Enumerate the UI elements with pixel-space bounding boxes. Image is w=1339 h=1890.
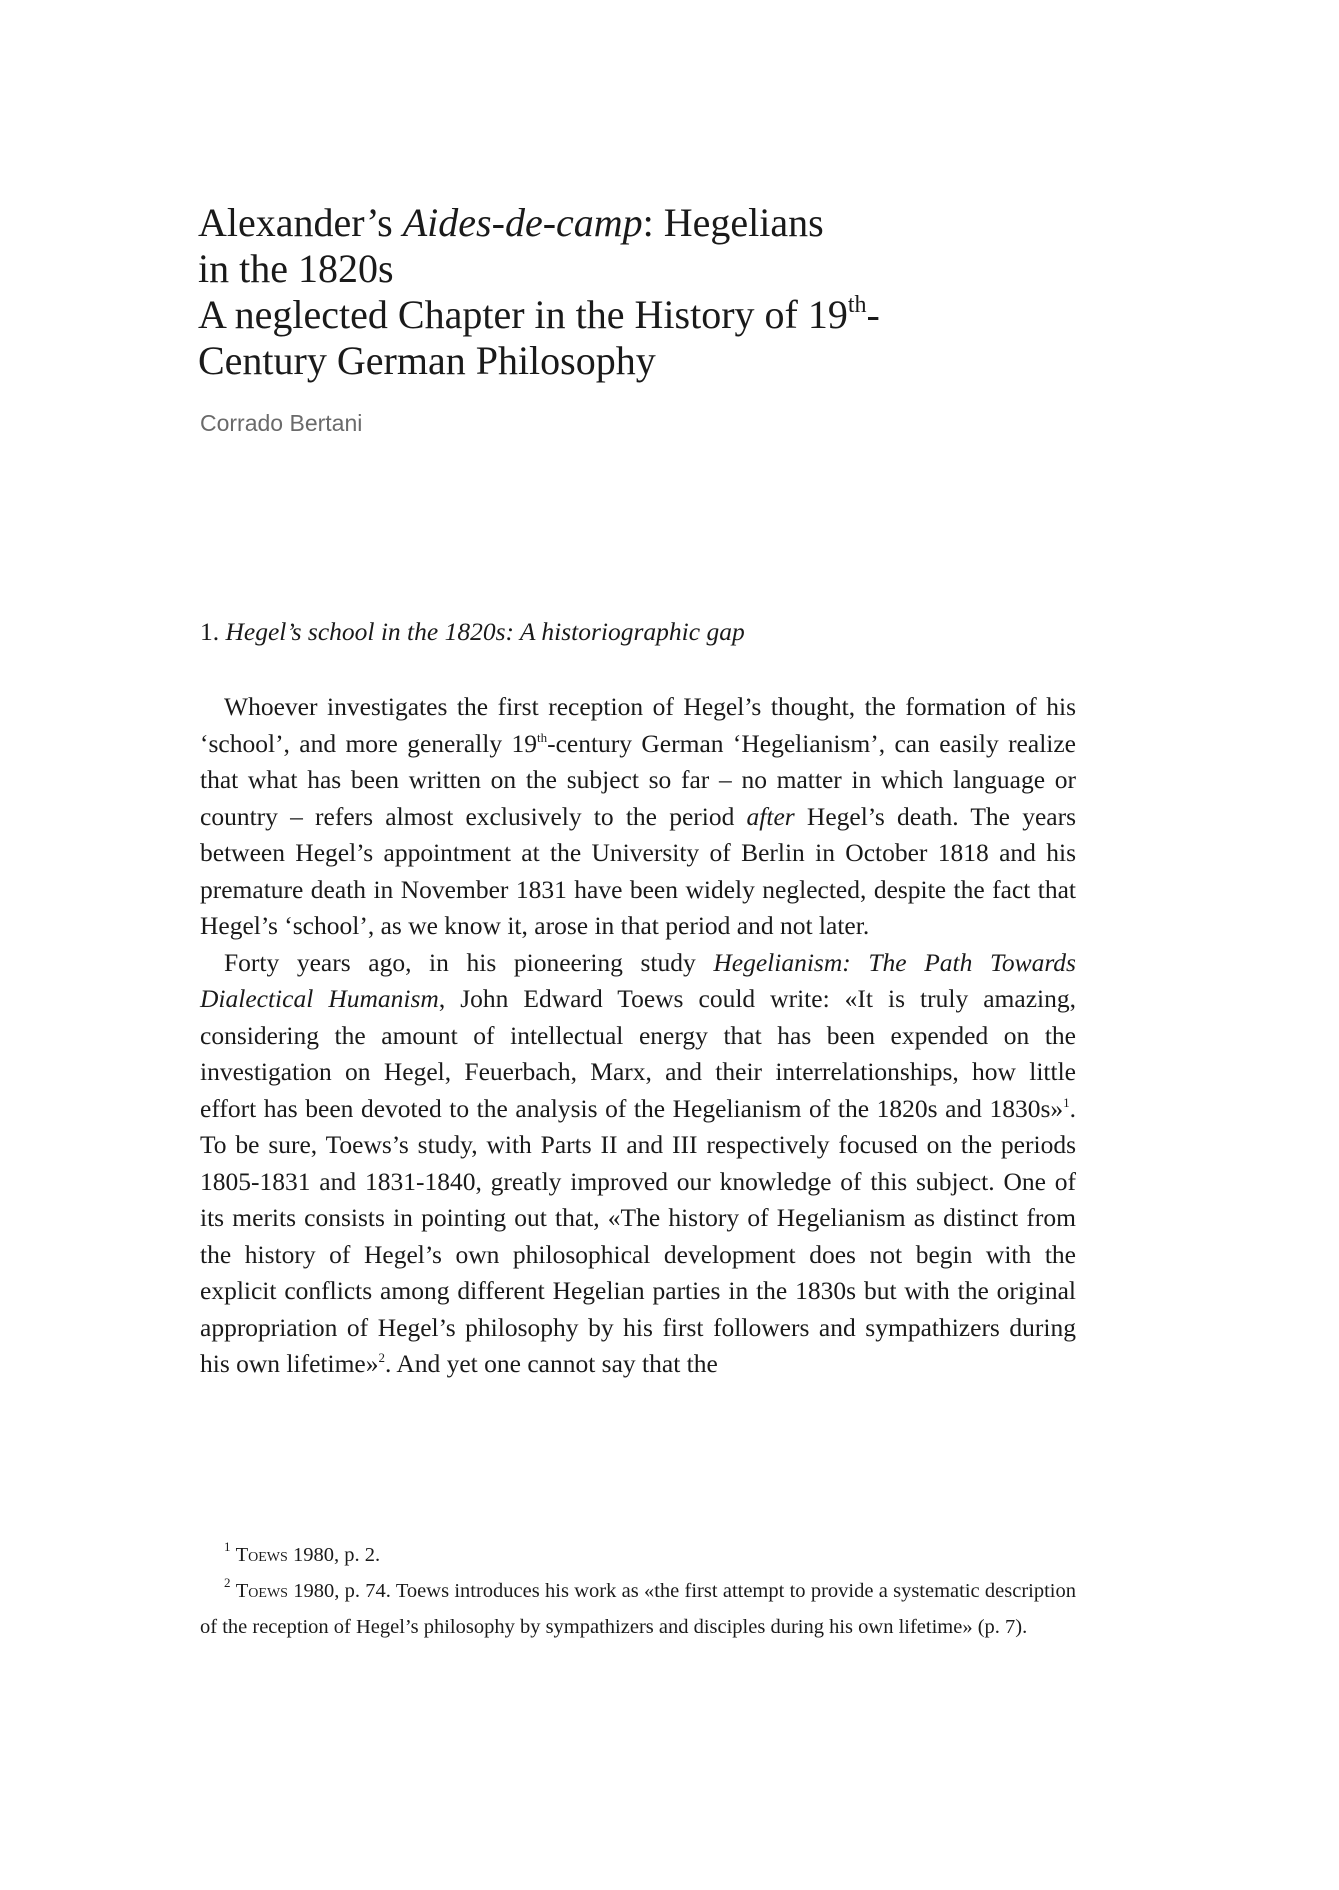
book-title: Hegelianism: The Path Towards Dialectical Humanism bbox=[200, 947, 1076, 1013]
footnote-ref-1[interactable]: 1 bbox=[1063, 1094, 1070, 1110]
section-heading bbox=[200, 617, 745, 647]
body-text bbox=[200, 689, 1076, 1383]
title-line-4: Century German Philosophy bbox=[198, 338, 656, 383]
footnote-ref-2[interactable]: 2 bbox=[378, 1350, 385, 1365]
title-italic: Aides-de-camp bbox=[402, 200, 643, 245]
title-line-2: in the 1820s bbox=[198, 246, 394, 291]
footnote-2: $^2$ Toews 1980, p. 74. Toews introduces his work as «the first attempt to provide a systematic description of the reception of Hegel’s philosophy by sympathizers and disciples during his own lifetime» (p. 7). bbox=[200, 1575, 1076, 1638]
author-name: Corrado Bertani bbox=[200, 410, 363, 436]
paragraph-1: Whoever investigates the first reception of Hegel’s thought, the formation of his ‘school’, and more generally 19th-century German ‘Hegelianism’, can easily realize that what has been written on the subject so far – no matter in which language or country – refers almost exclusively to the period after Hegel’s death. The years between Hegel’s appointment at the University of Berlin in October 1818 and his premature death in November 1831 have been widely neglected, despite the fact that Hegel’s ‘school’, as we know it, arose in that period and not later. bbox=[200, 692, 1076, 940]
footnote-1: $^1$ Toews 1980, p. 2. bbox=[224, 1539, 381, 1566]
footnotes bbox=[200, 1537, 1076, 1645]
section-number: 1. bbox=[200, 617, 220, 646]
title-line-3: A neglected Chapter in the History of 19th- bbox=[198, 292, 880, 337]
paragraph-2: Forty years ago, in his pioneering study Hegelianism: The Path Towards Dialectical Humanism, John Edward Toews could write: «It is truly amazing, considering the amount of intellectual energy that has been expended on the investigation on Hegel, Feuerbach, Marx, and their interrelationships, how little effort has been devoted to the analysis of the Hegelianism of the 1820s and 1830s»$^1$. To be sure, Toews’s study, with Parts II and III respectively focused on the periods 1805-1831 and 1831-1840, greatly improved our knowledge of this subject. One of its merits consists in pointing out that, «The history of Hegelianism as distinct from the history of Hegel’s own philosophical development does not begin with the explicit conflicts among different Hegelian parties in the 1830s but with the original appropriation of Hegel’s philosophy by his first followers and sympathizers during his own lifetime»$^2$. And yet one cannot say that the bbox=[200, 947, 1076, 1378]
section-title: Hegel’s school in the 1820s: A historiographic gap bbox=[225, 617, 745, 646]
title-line-1: Alexander’s Aides-de-camp: Hegelians bbox=[198, 200, 824, 245]
article-title bbox=[198, 200, 1098, 384]
